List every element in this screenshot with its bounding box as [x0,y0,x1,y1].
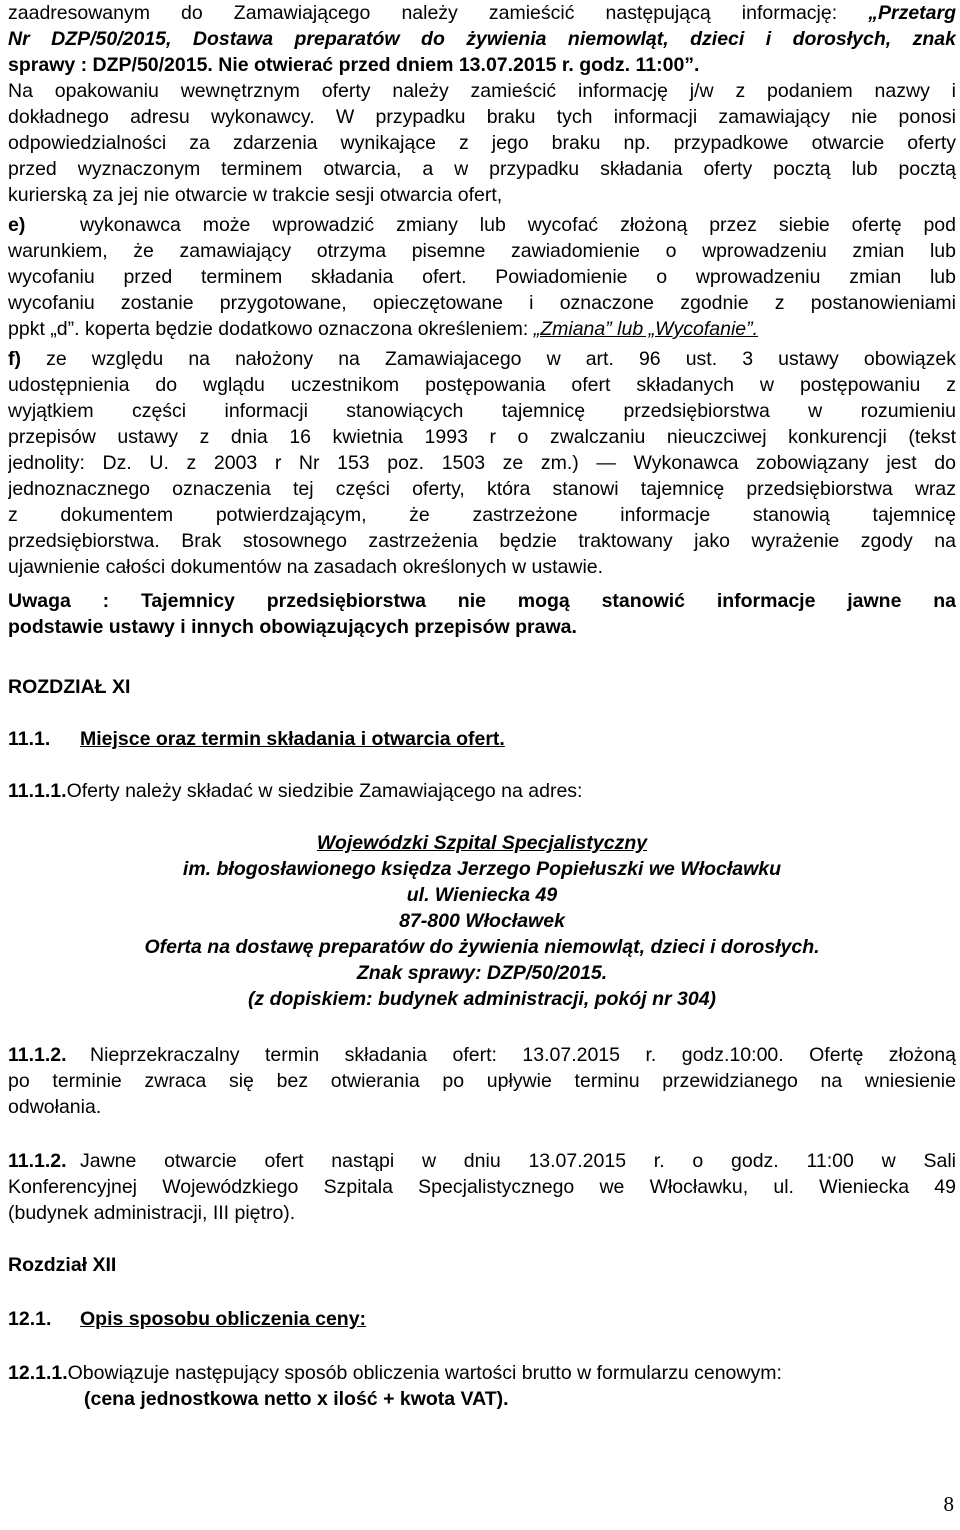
text-line: udostępnienia do wglądu uczestnikom postępowania ofert składanych w postępowaniu z [8,374,956,396]
text-line: zaadresowanym do Zamawiającego należy zamieścić następującą informację: „Przetarg [8,2,956,24]
text-line: odpowiedzialności za zdarzenia wynikające z jego braku np. przypadkowe otwarcie oferty [8,132,956,154]
text-line: sprawy : DZP/50/2015. Nie otwierać przed dniem 13.07.2015 r. godz. 11:00”. [8,54,700,76]
notice-uwaga [8,588,956,640]
subsection-opening [8,1148,956,1226]
subsection-price [8,1360,956,1412]
subsection-deadline [8,1042,956,1120]
address-line: 87-800 Włocławek [399,910,565,932]
address-line: Wojewódzki Szpital Specjalistyczny [316,832,648,854]
text-line: odwołania. [8,1096,102,1118]
section-heading: 11.1. Miejsce oraz termin składania i otwarcia ofert. [8,728,505,750]
text-line: dokładnego adresu wykonawcy. W przypadku braku tych informacji zamawiający nie ponosi [8,106,956,128]
paragraph-envelope-info [8,0,956,208]
page-number: 8 [943,1492,954,1516]
text-line: jednoznacznego oznaczenia tej części oferty, która stanowi tajemnicę przedsiębiorstwa wraz [8,478,956,500]
text-line: Na opakowaniu wewnętrznym oferty należy zamieścić informację j/w z podaniem nazwy i [8,80,956,102]
address-line: Znak sprawy: DZP/50/2015. [356,962,608,984]
text-line: podstawie ustawy i innych obowiązujących przepisów prawa. [8,616,577,638]
text-line: 12.1.1.Obowiązuje następujący sposób obliczenia wartości brutto w formularzu cenowym: [8,1362,782,1384]
text-line: kurierską za jej nie otwarcie w trakcie sesji otwarcia ofert, [8,184,503,206]
text-line: 11.1.2. Nieprzekraczalny termin składania ofert: 13.07.2015 r. godz.10:00. Ofertę złożoną [8,1044,956,1066]
text-line: (budynek administracji, III piętro). [8,1202,296,1224]
text-line: przed wyznaczonym terminem otwarcia, a w przypadku składania oferty pocztą lub pocztą [8,158,956,180]
text-line: ppkt „d”. koperta będzie dodatkowo oznaczona określeniem: „Zmiana” lub „Wycofanie”. [8,318,759,340]
text-line: 11.1.2. Jawne otwarcie ofert nastąpi w dniu 13.07.2015 r. o godz. 11:00 w Sali [8,1150,956,1172]
text-line: jednolity: Dz. U. z 2003 r Nr 153 poz. 1503 ze zm.) — Wykonawca zobowiązany jest do [8,452,956,474]
item-label: e) [8,214,26,236]
text-line: po terminie zwraca się bez otwierania po upływie terminu przewidzianego na wniesienie [8,1070,956,1092]
text-line: wyjątkiem części informacji stanowiących tajemnicę przedsiębiorstwa w rozumieniu [8,400,956,422]
item-label: f) [8,348,21,370]
item-e [8,212,956,342]
text-line: Uwaga : Tajemnicy przedsiębiorstwa nie mogą stanowić informacje jawne na [8,590,956,612]
text-line: Konferencyjnej Wojewódzkiego Szpitala Specjalistycznego we Włocławku, ul. Wieniecka 49 [8,1176,956,1198]
text-line: przedsiębiorstwa. Brak stosownego zastrzeżenia będzie traktowany jako wyrażenie zgody na [8,530,956,552]
text-line: przepisów ustawy z dnia 16 kwietnia 1993 r o zwalczaniu nieuczciwej konkurencji (tekst [8,426,956,448]
text-line: z dokumentem potwierdzającym, że zastrzeżone informacje stanowią tajemnicę [8,504,956,526]
text-line: warunkiem, że zamawiający otrzyma pisemne zawiadomienie o wprowadzeniu zmian lub [8,240,956,262]
text-line: f) ze względu na nałożony na Zamawiajacego w art. 96 ust. 3 ustawy obowiązek [8,348,956,370]
address-line: ul. Wieniecka 49 [406,884,558,906]
text-line: e) wykonawca może wprowadzić zmiany lub wycofać złożoną przez siebie ofertę pod [8,214,956,236]
section-heading: 12.1. Opis sposobu obliczenia ceny: [8,1308,367,1330]
subsection: 11.1.1.Oferty należy składać w siedzibie Zamawiającego na adres: [8,780,583,802]
price-formula: (cena jednostkowa netto x ilość + kwota VAT). [84,1388,509,1410]
address-line: (z dopiskiem: budynek administracji, pokój nr 304) [247,988,717,1010]
address-line: im. błogosławionego księdza Jerzego Popiełuszki we Włocławku [182,858,782,880]
text-line: wycofaniu zostanie przygotowane, opieczętowane i oznaczone zgodnie z postanowieniami [8,292,956,314]
address-block [8,830,956,1012]
text-line: Nr DZP/50/2015, Dostawa preparatów do żywienia niemowląt, dzieci i dorosłych, znak [8,28,956,50]
address-line: Oferta na dostawę preparatów do żywienia niemowląt, dzieci i dorosłych. [144,936,820,958]
item-f [8,346,956,580]
chapter-title: ROZDZIAŁ XI [8,676,131,698]
text-line: ujawnienie całości dokumentów na zasadach określonych w ustawie. [8,556,604,578]
chapter-title: Rozdział XII [8,1254,117,1276]
text-line: wycofaniu przed terminem składania ofert. Powiadomienie o wprowadzeniu zmian lub [8,266,956,288]
